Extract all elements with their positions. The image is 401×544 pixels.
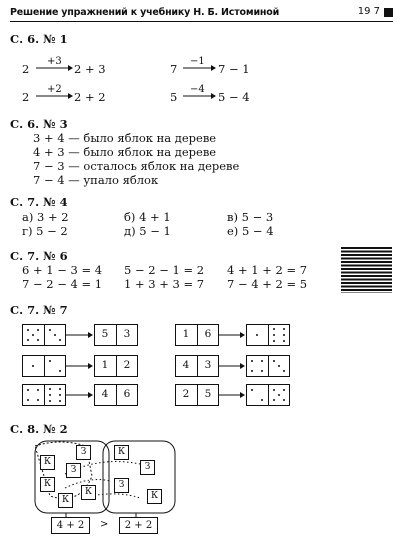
- right-arrow-icon: [34, 90, 74, 100]
- domino-pip: [251, 389, 254, 392]
- domino-pip: [273, 360, 276, 363]
- domino-pip: [283, 340, 286, 343]
- domino-pip: [283, 399, 286, 402]
- k-card: К: [114, 445, 129, 460]
- page-header: [10, 6, 393, 22]
- answer-item: е) 5 − 4: [227, 224, 274, 238]
- right-arrow-icon: [66, 361, 94, 371]
- dot-domino: [246, 384, 290, 406]
- domino-pip: [261, 399, 264, 402]
- side-stripe-tab: [341, 247, 392, 293]
- section-heading-1: С. 6. № 1: [10, 32, 68, 46]
- dot-domino: [246, 355, 290, 377]
- section-heading-2: С. 6. № 3: [10, 117, 68, 131]
- k-card: К: [40, 477, 55, 492]
- domino-pip: [273, 340, 276, 343]
- domino-pip: [283, 334, 286, 337]
- domino-pip: [49, 329, 52, 332]
- sets-diagram: [30, 436, 180, 516]
- domino-pip: [256, 334, 259, 337]
- z-card: З: [76, 445, 91, 460]
- right-arrow-icon: [181, 90, 221, 100]
- domino-number: 6: [204, 328, 212, 340]
- answer-item: в) 5 − 3: [227, 210, 274, 224]
- section-heading-3: С. 7. № 4: [10, 195, 68, 209]
- domino-pip: [27, 389, 30, 392]
- text-line: 3 + 4 — было яблок на дереве: [33, 131, 217, 145]
- right-arrow-icon: [66, 390, 94, 400]
- right-expression-box: 2 + 2: [119, 517, 158, 534]
- text-line: 4 + 3 — было яблок на дереве: [33, 145, 217, 159]
- answer-item: г) 5 − 2: [22, 224, 68, 238]
- domino-number: 5: [101, 328, 109, 340]
- expr-start: 2: [22, 90, 30, 104]
- number-domino: [94, 384, 138, 406]
- domino-number: 4: [182, 359, 190, 371]
- right-arrow-icon: [218, 390, 246, 400]
- right-arrow-icon: [66, 330, 94, 340]
- domino-number: 1: [101, 359, 109, 371]
- domino-pip: [49, 388, 52, 391]
- equation: 1 + 3 + 3 = 7: [124, 277, 205, 291]
- answer-item: д) 5 − 1: [124, 224, 171, 238]
- equation: 5 − 2 − 1 = 2: [124, 263, 205, 277]
- domino-pip: [37, 339, 40, 342]
- header-square-mark: [384, 8, 393, 17]
- domino-pip: [37, 329, 40, 332]
- number-domino: [94, 355, 138, 377]
- text-line: 7 − 3 — осталось яблок на дереве: [33, 159, 240, 173]
- number-domino: [175, 324, 219, 346]
- domino-pip: [273, 328, 276, 331]
- section-heading-5: С. 7. № 7: [10, 303, 68, 317]
- expr-result: 2 + 2: [74, 90, 106, 104]
- header-rule: [10, 21, 393, 22]
- domino-pip: [278, 394, 281, 397]
- expr-start: 7: [170, 62, 178, 76]
- domino-pip: [283, 389, 286, 392]
- domino-pip: [59, 388, 62, 391]
- expr-start: 2: [22, 62, 30, 76]
- dot-domino: [22, 324, 66, 346]
- right-arrow-icon: [218, 361, 246, 371]
- domino-pip: [59, 394, 62, 397]
- k-card: К: [147, 489, 162, 504]
- right-arrow-icon: [34, 62, 74, 72]
- z-card: З: [140, 460, 155, 475]
- domino-number: 3: [204, 359, 212, 371]
- z-card: З: [66, 463, 81, 478]
- header-title: Решение упражнений к учебнику Н. Б. Истоминой: [10, 7, 280, 18]
- domino-pip: [273, 399, 276, 402]
- domino-number: 1: [182, 328, 190, 340]
- dotted-link: [90, 494, 140, 498]
- domino-pip: [283, 328, 286, 331]
- expr-result: 7 − 1: [218, 62, 250, 76]
- domino-pip: [251, 370, 254, 373]
- domino-pip: [27, 339, 30, 342]
- number-domino: [175, 355, 219, 377]
- domino-pip: [49, 360, 52, 363]
- domino-pip: [37, 389, 40, 392]
- domino-pip: [261, 370, 264, 373]
- domino-pip: [27, 329, 30, 332]
- domino-pip: [59, 400, 62, 403]
- domino-pip: [27, 399, 30, 402]
- domino-pip: [273, 334, 276, 337]
- domino-pip: [261, 360, 264, 363]
- k-card: К: [40, 455, 55, 470]
- domino-pip: [273, 389, 276, 392]
- compare-sign: >: [100, 519, 109, 530]
- arrow-op: +2: [47, 84, 62, 95]
- answer-item: б) 4 + 1: [124, 210, 171, 224]
- right-arrow-icon: [181, 62, 221, 72]
- domino-pip: [32, 365, 35, 368]
- domino-pip: [59, 370, 62, 373]
- domino-pip: [49, 400, 52, 403]
- right-arrow-icon: [218, 330, 246, 340]
- domino-pip: [54, 334, 57, 337]
- domino-number: 5: [204, 388, 212, 400]
- z-card: З: [114, 478, 129, 493]
- domino-pip: [37, 399, 40, 402]
- domino-number: 4: [101, 388, 109, 400]
- equation: 6 + 1 − 3 = 4: [22, 263, 103, 277]
- dot-domino: [22, 384, 66, 406]
- domino-pip: [251, 360, 254, 363]
- k-card: К: [58, 493, 73, 508]
- arrow-op: −4: [190, 84, 205, 95]
- domino-number: 2: [182, 388, 190, 400]
- text-line: 7 − 4 — упало яблок: [33, 173, 159, 187]
- number-domino: [94, 324, 138, 346]
- expr-result: 5 − 4: [218, 90, 250, 104]
- page-number: 19 7: [357, 6, 380, 17]
- domino-pip: [49, 394, 52, 397]
- arrow-op: −1: [190, 56, 205, 67]
- domino-pip: [283, 370, 286, 373]
- equation: 7 − 4 + 2 = 5: [227, 277, 308, 291]
- expr-result: 2 + 3: [74, 62, 106, 76]
- domino-number: 2: [123, 359, 131, 371]
- equation: 7 − 2 − 4 = 1: [22, 277, 103, 291]
- domino-pip: [59, 339, 62, 342]
- number-domino: [175, 384, 219, 406]
- section-heading-4: С. 7. № 6: [10, 249, 68, 263]
- dot-domino: [22, 355, 66, 377]
- equation: 4 + 1 + 2 = 7: [227, 263, 308, 277]
- answer-item: а) 3 + 2: [22, 210, 69, 224]
- domino-number: 6: [123, 388, 131, 400]
- domino-pip: [278, 365, 281, 368]
- section-heading-6: С. 8. № 2: [10, 422, 68, 436]
- domino-pip: [32, 334, 35, 337]
- domino-number: 3: [123, 328, 131, 340]
- left-expression-box: 4 + 2: [51, 517, 90, 534]
- dot-domino: [246, 324, 290, 346]
- k-card: К: [81, 485, 96, 500]
- expr-start: 5: [170, 90, 178, 104]
- arrow-op: +3: [47, 56, 62, 67]
